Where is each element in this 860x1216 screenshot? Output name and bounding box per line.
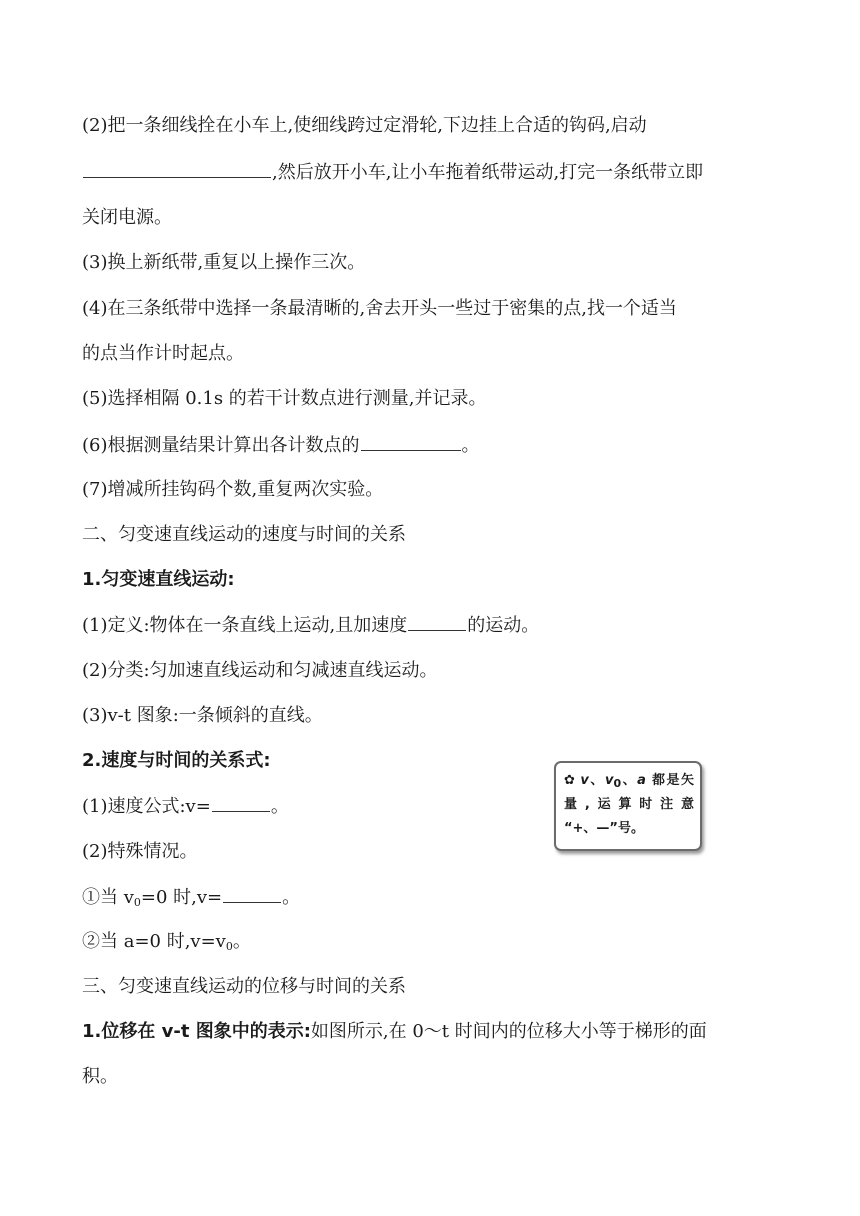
displacement-line-2: 积。	[82, 1066, 118, 1087]
answer-blank[interactable]	[361, 432, 461, 451]
step-2-line-3: 关闭电源。	[82, 207, 172, 228]
classification-line: (2)分类:匀加速直线运动和匀减速直线运动。	[82, 660, 438, 681]
answer-blank[interactable]	[408, 612, 466, 631]
step-6: (6)根据测量结果计算出各计数点的 。	[82, 432, 480, 459]
step-4-line-1: (4)在三条纸带中选择一条最清晰的,舍去开头一些过于密集的点,找一个适当	[82, 298, 677, 319]
tip-note-line-2: 量,运算时注意	[564, 797, 694, 812]
vt-graph-line: (3)v-t 图象:一条倾斜的直线。	[82, 705, 323, 726]
answer-blank[interactable]	[223, 884, 281, 903]
step-2-line-2: ,然后放开小车,让小车拖着纸带运动,打完一条纸带立即	[82, 159, 703, 186]
step-7: (7)增减所挂钩码个数,重复两次实验。	[82, 479, 384, 500]
step-3: (3)换上新纸带,重复以上操作三次。	[82, 252, 366, 273]
step-2-line-1: (2)把一条细线拴在小车上,使细线跨过定滑轮,下边挂上合适的钩码,启动	[82, 115, 647, 136]
section-heading-2: 二、匀变速直线运动的速度与时间的关系	[82, 524, 406, 545]
case-2-line: ②当 a=0 时$,v=v_0$。	[82, 931, 251, 953]
step-5: (5)选择相隔 0.1s 的若干计数点进行测量,并记录。	[82, 388, 487, 409]
velocity-formula-line: (1)速度公式:v= 。	[82, 793, 289, 820]
case-1-line: ①当 $v_0=0$ 时,v= 。	[82, 884, 300, 911]
tip-note-line-1: ✿ v、$v_0$、a 都是矢	[564, 773, 694, 790]
displacement-line-1: 1.位移在 v-t 图象中的表示:如图所示,在 0～t 时间内的位移大小等于梯形的面	[82, 1021, 707, 1042]
step-4-line-2: 的点当作计时起点。	[82, 343, 244, 364]
subheading-uniform-motion: 1.匀变速直线运动:	[82, 569, 235, 590]
subheading-velocity-time: 2.速度与时间的关系式:	[82, 750, 271, 771]
special-cases-line: (2)特殊情况。	[82, 841, 198, 862]
section-heading-3: 三、匀变速直线运动的位移与时间的关系	[82, 976, 406, 997]
definition-line: (1)定义:物体在一条直线上运动,且加速度 的运动。	[82, 612, 539, 639]
tip-note-box	[554, 761, 702, 851]
answer-blank[interactable]	[83, 159, 271, 178]
flower-icon: ✿	[564, 773, 577, 788]
tip-note-line-3: “+、—”号。	[564, 821, 644, 836]
answer-blank[interactable]	[212, 793, 270, 812]
